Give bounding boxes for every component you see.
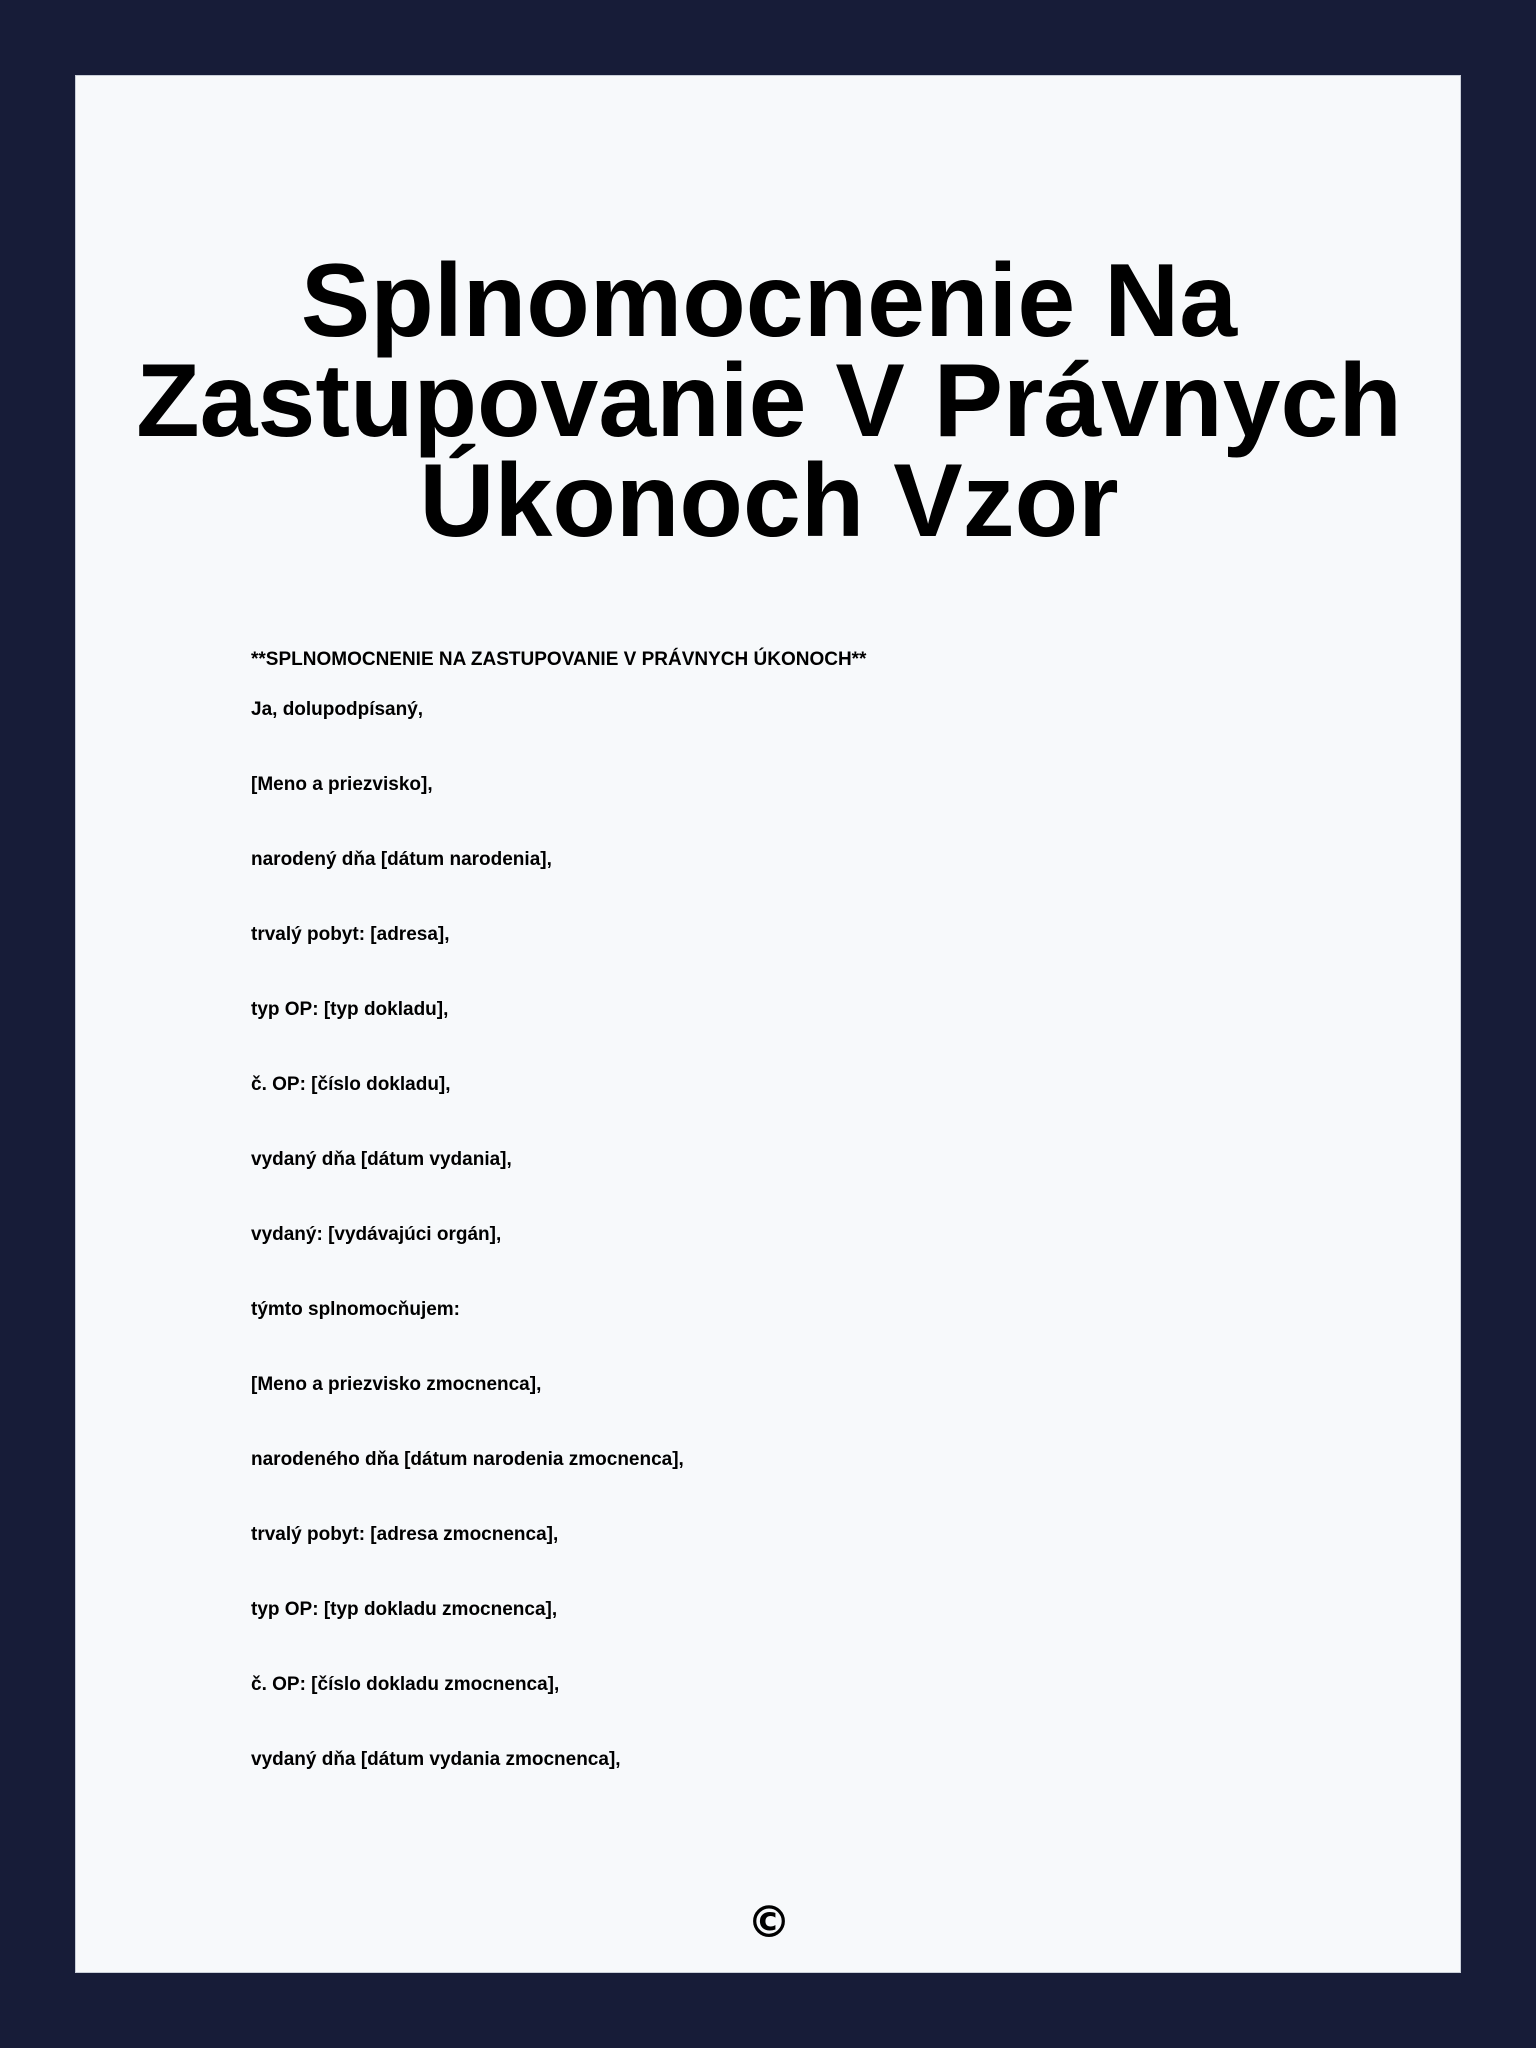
document-line: trvalý pobyt: [adresa], (251, 924, 450, 945)
document-line: trvalý pobyt: [adresa zmocnenca], (251, 1524, 559, 1545)
page-title: Splnomocnenie Na Zastupovanie V Právnych Úkonoch Vzor (136, 243, 1402, 559)
copyright-icon: © (747, 1897, 791, 1948)
document-page (75, 75, 1461, 1973)
document-line: č. OP: [číslo dokladu zmocnenca], (251, 1674, 560, 1695)
document-line: týmto splnomocňujem: (251, 1299, 461, 1320)
document-body (251, 649, 1251, 1824)
document-line: vydaný dňa [dátum vydania zmocnenca], (251, 1749, 621, 1770)
document-line: typ OP: [typ dokladu], (251, 999, 449, 1020)
document-heading: **SPLNOMOCNENIE NA ZASTUPOVANIE V PRÁVNYCH ÚKONOCH** (251, 649, 867, 670)
document-line: č. OP: [číslo dokladu], (251, 1074, 451, 1095)
document-line: Ja, dolupodpísaný, (251, 699, 424, 720)
document-line: narodený dňa [dátum narodenia], (251, 849, 552, 870)
document-line: vydaný dňa [dátum vydania], (251, 1149, 512, 1170)
document-line: vydaný: [vydávajúci orgán], (251, 1224, 502, 1245)
document-line: narodeného dňa [dátum narodenia zmocnenca], (251, 1449, 684, 1470)
document-line: [Meno a priezvisko], (251, 774, 433, 795)
document-line: [Meno a priezvisko zmocnenca], (251, 1374, 542, 1395)
document-line: typ OP: [typ dokladu zmocnenca], (251, 1599, 558, 1620)
